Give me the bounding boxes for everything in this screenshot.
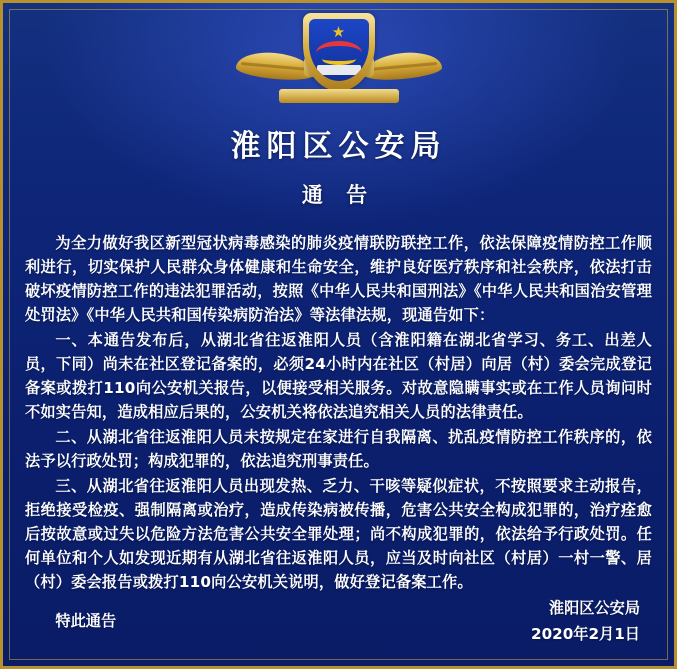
signature-date: 2020年2月1日 xyxy=(531,625,640,644)
page-title: 淮阳区公安局 xyxy=(230,129,447,164)
signature-issuer: 淮阳区公安局 xyxy=(548,599,640,618)
notice-paragraph-3: 三、从湖北省往返淮阳人员出现发热、乏力、干咳等疑似症状，不按照要求主动报告，拒绝接受检疫、强制隔离或治疗，造成传染病被传播，危害公共安全构成犯罪的，治疗痊愈后按故意或过失以危险方法危害公共安全罪处理；尚不构成犯罪的，依法给予行政处罚。任何单位和个人如发现近期有从湖北省往返淮阳人员，应当及时向社区（村居）一村一警、居（村）委会报告或拨打110向公安机关说明，做好登记备案工作。 xyxy=(25,477,652,592)
badge-wing-right xyxy=(364,50,442,83)
badge-wing-left xyxy=(236,50,314,83)
emblem-container xyxy=(3,3,674,103)
notice-paragraph-2: 二、从湖北省往返淮阳人员未按规定在家进行自我隔离、扰乱疫情防控工作秩序的，依法予以行政处罚；构成犯罪的，依法追究刑事责任。 xyxy=(25,428,652,471)
badge-wheat xyxy=(322,49,356,65)
badge-shield-inner xyxy=(309,19,369,81)
notice-closing: 特此通告 xyxy=(55,612,117,631)
signature-block xyxy=(531,596,640,648)
badge-ribbon xyxy=(279,89,399,103)
notice-paragraph-1: 一、本通告发布后，从湖北省往返淮阳人员（含淮阳籍在湖北省学习、务工、出差人员，下同）尚未在社区登记备案的，必须24小时内在社区（村居）向居（村）委会完成登记备案或拨打110向公安机关报告，以便接受相关服务。对故意隐瞒事实或在工作人员询问时不如实告知，造成相应后果的，公安机关将依法追究相关人员的法律责任。 xyxy=(25,331,652,422)
badge-base xyxy=(317,65,361,75)
badge-star-icon: ★ xyxy=(331,24,346,41)
notice-body xyxy=(25,231,652,594)
police-badge-icon xyxy=(234,11,444,103)
page-subtitle: 通 告 xyxy=(301,183,376,207)
notice-paragraph-preamble: 为全力做好我区新型冠状病毒感染的肺炎疫情联防联控工作，依法保障疫情防控工作顺利进行，切实保护人民群众身体健康和生命安全，维护良好医疗秩序和社会秩序，依法打击破坏疫情防控工作的违法犯罪活动，按照《中华人民共和国刑法》《中华人民共和国治安管理处罚法》《中华人民共和国传染病防治法》等法律法规，现通告如下： xyxy=(25,234,652,325)
